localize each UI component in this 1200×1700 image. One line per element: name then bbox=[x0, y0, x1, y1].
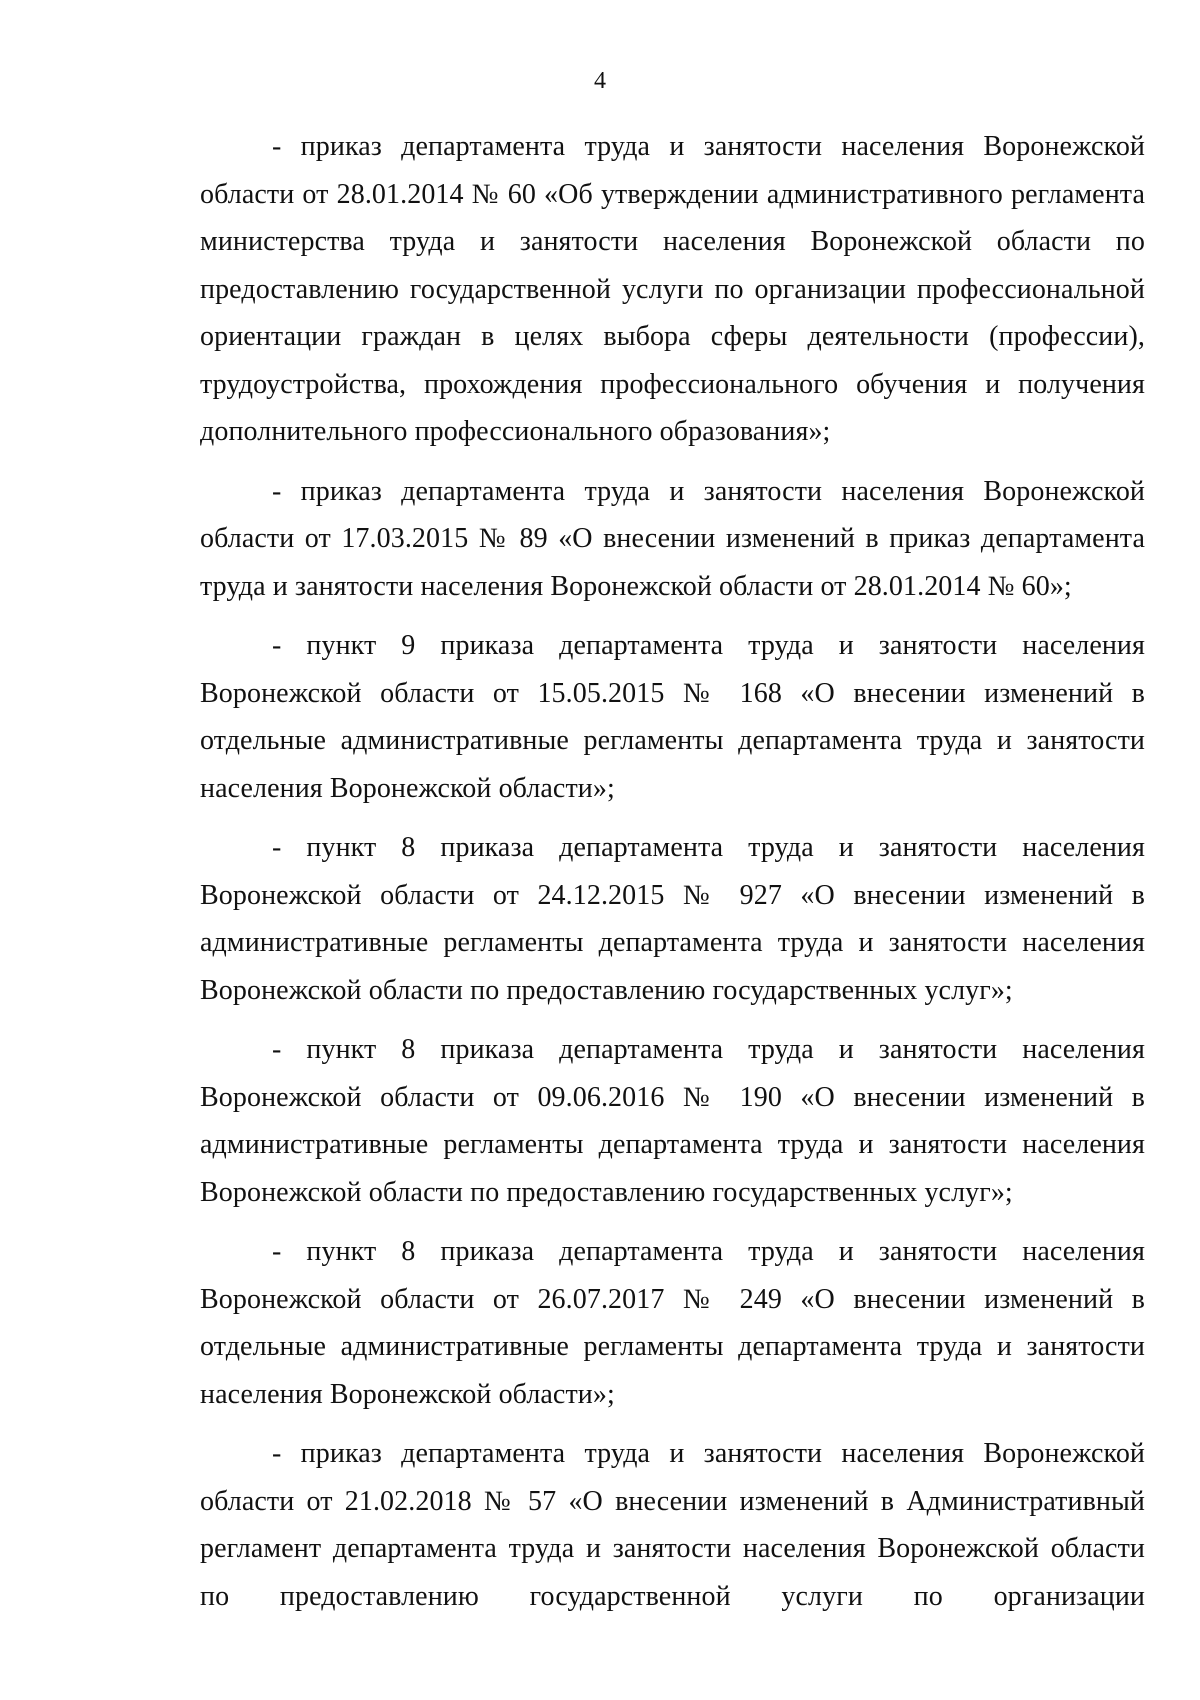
document-body bbox=[200, 123, 1145, 1632]
page-number: 4 bbox=[594, 68, 606, 94]
list-item: - пункт 8 приказа департамента труда и занятости населения Воронежской области от 26.07.2017 № 249 «О внесении изменений в отдельные административные регламенты департамента труда и занятости населения Воронежской области»; bbox=[200, 1236, 1145, 1410]
list-item: - пункт 8 приказа департамента труда и занятости населения Воронежской области от 09.06.2016 № 190 «О внесении изменений в административные регламенты департамента труда и занятости населения Воронежской области по предоставлению государственных услуг»; bbox=[200, 1034, 1145, 1208]
list-item: - пункт 8 приказа департамента труда и занятости населения Воронежской области от 24.12.2015 № 927 «О внесении изменений в административные регламенты департамента труда и занятости населения Воронежской области по предоставлению государственных услуг»; bbox=[200, 832, 1145, 1006]
list-item: - приказ департамента труда и занятости населения Воронежской области от 28.01.2014 № 60 «Об утверждении административного регламента министерства труда и занятости населения Воронежской области по предоставлению государственной услуги по организации профессиональной ориентации граждан в целях выбора сферы деятельности (профессии), трудоустройства, прохождения профессионального обучения и получения дополнительного профессионального образования»; bbox=[200, 131, 1145, 447]
list-item: - приказ департамента труда и занятости населения Воронежской области от 17.03.2015 № 89 «О внесении изменений в приказ департамента труда и занятости населения Воронежской области от 28.01.2014 № 60»; bbox=[200, 475, 1145, 602]
list-item: - приказ департамента труда и занятости населения Воронежской области от 21.02.2018 № 57 «О внесении изменений в Административный регламент департамента труда и занятости населения Воронежской области по предоставлению государственной услуги по организации bbox=[200, 1438, 1145, 1612]
list-item: - пункт 9 приказа департамента труда и занятости населения Воронежской области от 15.05.2015 № 168 «О внесении изменений в отдельные административные регламенты департамента труда и занятости населения Воронежской области»; bbox=[200, 630, 1145, 804]
